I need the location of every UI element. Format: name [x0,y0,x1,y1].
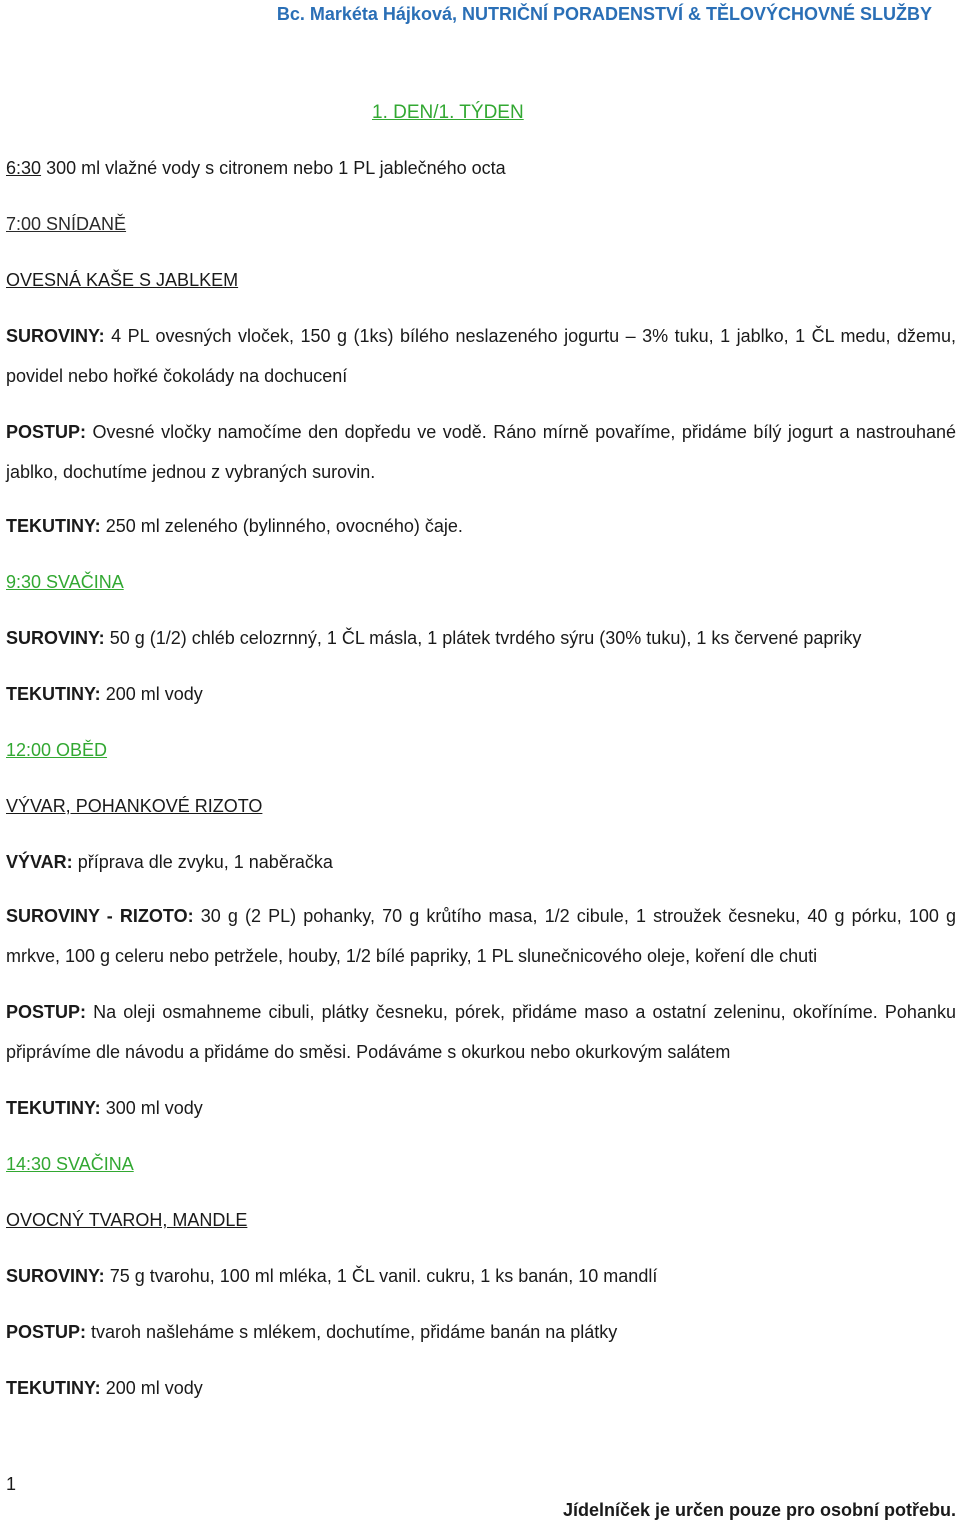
ingredients-label: SUROVINY: [6,1266,105,1286]
method-text: Na oleji osmahneme cibuli, plátky česneku, pórek, přidáme maso a ostatní zeleninu, okoříníme. Pohanku připrávíme dle návodu a přidáme do směsi. Podáváme s okurkou nebo okurkovým salátem [6,1002,956,1062]
broth-text: příprava dle zvyku, 1 naběračka [77,852,333,872]
ingredients-label: SUROVINY: [6,628,105,648]
breakfast-ingredients [6,316,956,396]
snack2-drinks [6,1378,203,1399]
snack1-heading: 9:30 SVAČINA [6,572,124,592]
method-label: POSTUP: [6,422,87,442]
snack2-dish: OVOCNÝ TVAROH, MANDLE [6,1210,248,1230]
snack1-drinks [6,684,203,705]
drinks-label: TEKUTINY: [6,1378,101,1398]
ingredients-text: 30 g (2 PL) pohanky, 70 g krůtího masa, 1/2 cibule, 1 stroužek česneku, 40 g pórku, 100 g mrkve, 100 g celeru nebo petržele, houby, 1/2 bílé papriky, 1 PL slunečnicového oleje, koření dle chuti [6,906,956,966]
lunch-broth [6,852,333,873]
drinks-text: 250 ml zeleného (bylinného, ovocného) čaje. [105,516,463,536]
morning-time: 6:30 [6,158,42,178]
breakfast-heading: 7:00 SNÍDANĚ [6,214,127,234]
breakfast-dish: OVESNÁ KAŠE S JABLKEM [6,270,239,290]
method-text: Ovesné vločky namočíme den dopředu ve vodě. Ráno mírně povaříme, přidáme bílý jogurt a nastrouhané jablko, dochutíme jednou z vybraných surovin. [6,422,956,482]
day-title: 1. DEN/1. TÝDEN [372,102,524,123]
drinks-label: TEKUTINY: [6,516,101,536]
morning-drink-line [6,158,506,179]
breakfast-drinks [6,516,463,537]
page-number: 1 [6,1474,17,1494]
breakfast-method [6,412,956,492]
drinks-label: TEKUTINY: [6,1098,101,1118]
lunch-heading: 12:00 OBĚD [6,740,108,760]
broth-label: VÝVAR: [6,852,73,872]
morning-text: 300 ml vlažné vody s citronem nebo 1 PL jablečného octa [46,158,506,178]
ingredients-label: SUROVINY: [6,326,105,346]
method-label: POSTUP: [6,1322,87,1342]
drinks-text: 200 ml vody [105,1378,203,1398]
ingredients-label: SUROVINY - RIZOTO: [6,906,194,926]
drinks-text: 200 ml vody [105,684,203,704]
snack1-ingredients [6,628,861,649]
ingredients-text: 4 PL ovesných vloček, 150 g (1ks) bílého neslazeného jogurtu – 3% tuku, 1 jablko, 1 ČL medu, džemu, povidel nebo hořké čokolády na dochucení [6,326,956,386]
snack2-method [6,1322,617,1343]
method-text: tvaroh našleháme s mlékem, dochutíme, přidáme banán na plátky [91,1322,618,1342]
lunch-method [6,992,956,1072]
lunch-ingredients [6,896,956,976]
ingredients-text: 50 g (1/2) chléb celozrnný, 1 ČL másla, 1 plátek tvrdého sýru (30% tuku), 1 ks červené papriky [109,628,862,648]
lunch-dish: VÝVAR, POHANKOVÉ RIZOTO [6,796,263,816]
method-label: POSTUP: [6,1002,87,1022]
document-header: Bc. Markéta Hájková, NUTRIČNÍ PORADENSTVÍ & TĚLOVÝCHOVNÉ SLUŽBY [276,4,932,24]
footer-note: Jídelníček je určen pouze pro osobní potřebu. [562,1500,956,1520]
snack2-ingredients [6,1266,657,1287]
lunch-drinks [6,1098,203,1119]
drinks-text: 300 ml vody [105,1098,203,1118]
snack2-heading: 14:30 SVAČINA [6,1154,134,1174]
ingredients-text: 75 g tvarohu, 100 ml mléka, 1 ČL vanil. cukru, 1 ks banán, 10 mandlí [109,1266,658,1286]
drinks-label: TEKUTINY: [6,684,101,704]
